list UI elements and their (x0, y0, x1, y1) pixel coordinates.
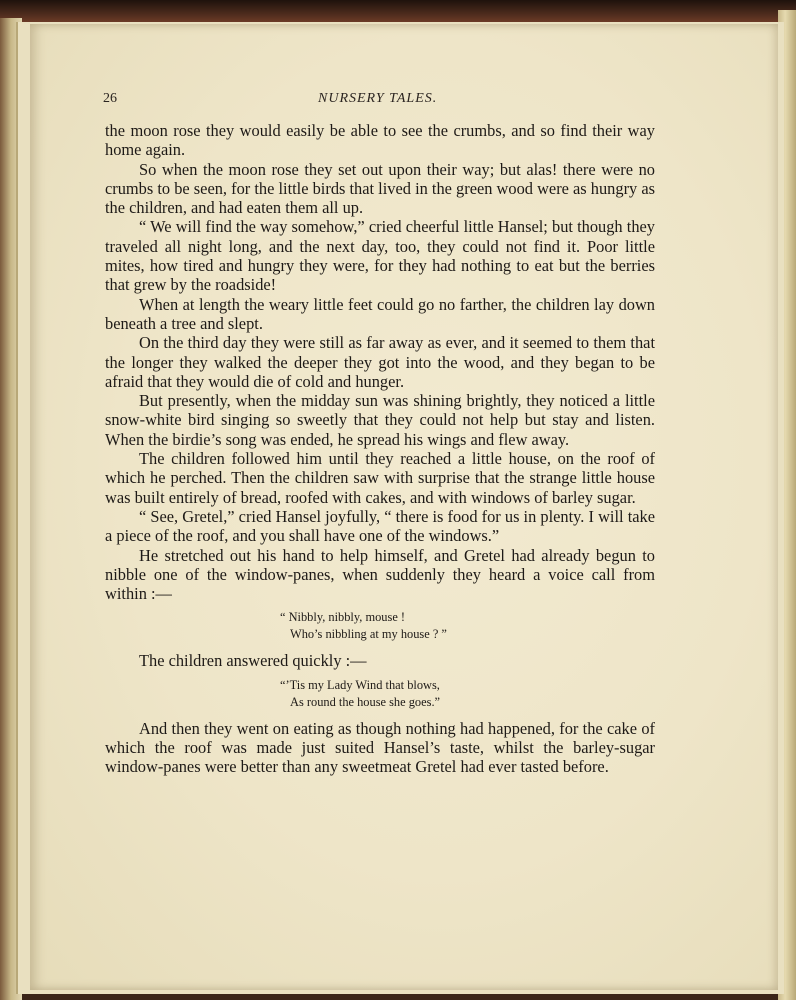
verse-line: Who’s nibbling at my house ? ” (290, 627, 447, 642)
verse-line: As round the house she goes.” (290, 694, 441, 709)
page-number: 26 (103, 91, 117, 106)
book-binding-top (0, 0, 796, 22)
running-head: NURSERY TALES. (318, 91, 438, 106)
paragraph: When at length the weary little feet could go no farther, the children lay down beneath a tree and slept. (105, 294, 655, 333)
paragraph: The children answered quickly :— (139, 651, 367, 671)
verse-block (105, 677, 655, 711)
verse-line: “ Nibbly, nibbly, mouse ! (280, 610, 406, 625)
paragraph: But presently, when the midday sun was shining brightly, they noticed a little snow-white bird singing so sweetly that they could not help but stay and listen. When the birdie’s song was ended, he spread his wings and flew away. (105, 391, 655, 449)
verse-line: “’Tis my Lady Wind that blows, (280, 677, 440, 692)
paragraph: “ See, Gretel,” cried Hansel joyfully, “ there is food for us in plenty. I will take a piece of the roof, and you shall have one of the windows.” (105, 506, 655, 546)
verse-block (105, 609, 655, 643)
paragraph: So when the moon rose they set out upon their way; but alas! there were no crumbs to be seen, for the little birds that lived in the green wood were as hungry as the children, and had eaten them all up. (105, 159, 655, 218)
paragraph: And then they went on eating as though nothing had happened, for the cake of which the roof was made just suited Hansel’s taste, whilst the barley-sugar window-panes were better than any sweetmeat Gretel had ever tasted before. (105, 718, 655, 777)
paragraph: the moon rose they would easily be able to see the crumbs, and so find their way home again. (105, 121, 655, 160)
paragraph: On the third day they were still as far away as ever, and it seemed to them that the longer they walked the deeper they got into the wood, and they began to be afraid that they would die of cold and hunger. (105, 333, 655, 391)
body-text (105, 121, 655, 777)
paragraph: The children followed him until they reached a little house, on the roof of which he perched. Then the children saw with surprise that the strange little house was built entirely of bread, roofed with cakes, and with windows of barley sugar. (105, 449, 655, 507)
paragraph: “ We will find the way somehow,” cried cheerful little Hansel; but though they traveled all night long, and the next day, too, they could not find it. Poor little mites, how tired and hungry they were, for they had nothing to eat but the berries that grew by the roadside! (105, 217, 655, 295)
paragraph: He stretched out his hand to help himself, and Gretel had already begun to nibble one of the window-panes, when suddenly they heard a voice call from within :— (105, 545, 655, 604)
